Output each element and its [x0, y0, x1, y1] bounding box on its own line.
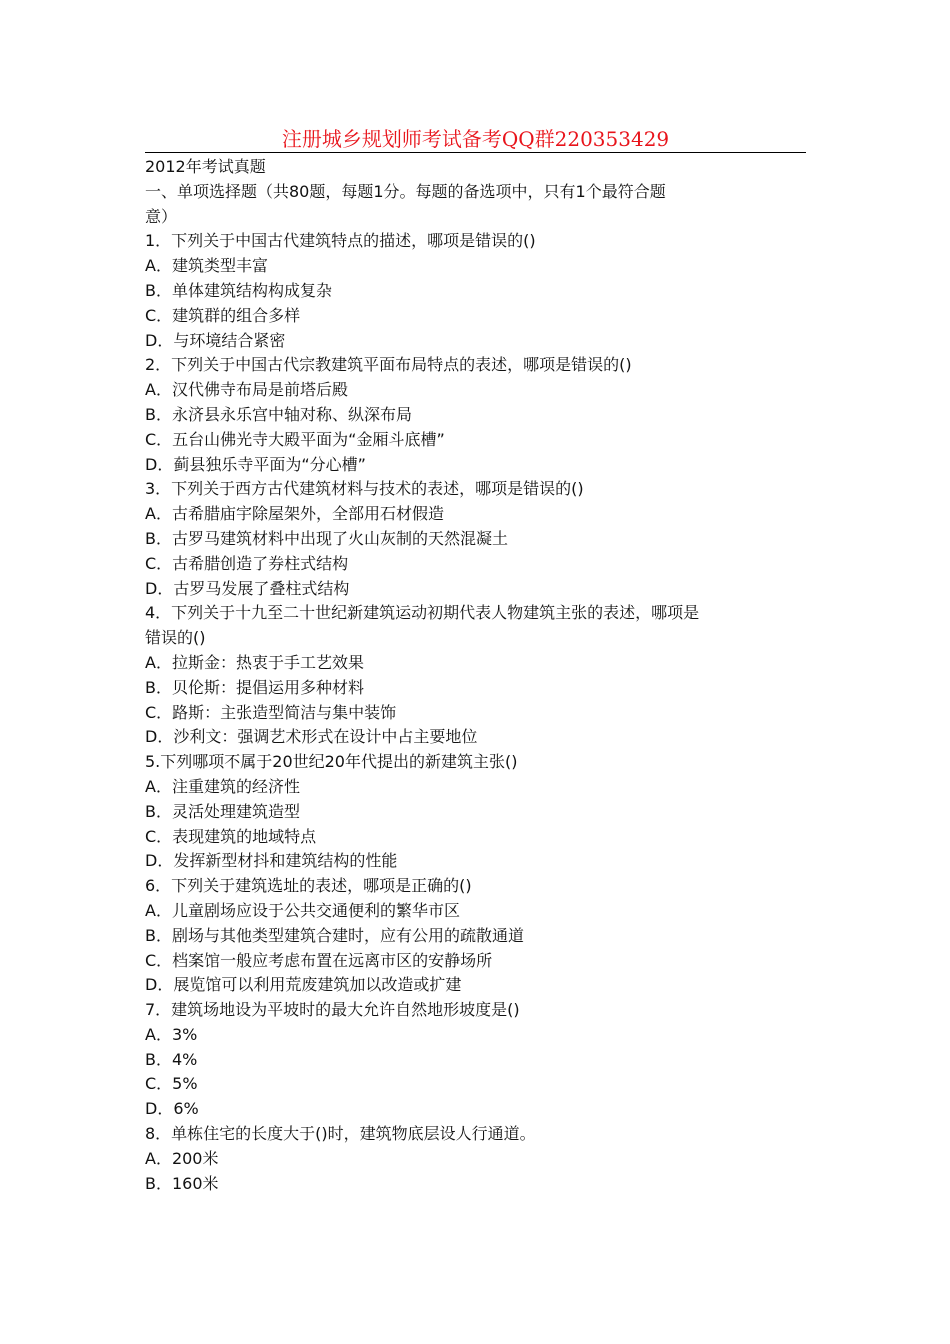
answer-option: C．档案馆一般应考虑布置在远离市区的安静场所: [145, 950, 493, 970]
answer-option: B．剧场与其他类型建筑合建时，应有公用的疏散通道: [145, 925, 524, 945]
section-heading-line: 一、单项选择题（共80题，每题1分。每题的备选项中，只有1个最符合题: [145, 181, 666, 201]
question-stem: 6．下列关于建筑选址的表述，哪项是正确的(): [145, 876, 472, 896]
question-stem: 8．单栋住宅的长度大于()时，建筑物底层设人行通道。: [145, 1124, 536, 1144]
answer-option: D．6%: [145, 1099, 199, 1119]
header-divider: [145, 152, 806, 153]
page-header-title: 注册城乡规划师考试备考QQ群220353429: [281, 127, 670, 151]
answer-option: D．展览馆可以利用荒废建筑加以改造或扩建: [145, 975, 462, 995]
answer-option: A．古希腊庙宇除屋架外，全部用石材假造: [145, 504, 444, 524]
question-stem: 5.下列哪项不属于20世纪20年代提出的新建筑主张(): [145, 752, 518, 772]
answer-option: C．古希腊创造了券柱式结构: [145, 553, 349, 573]
answer-option: A．拉斯金：热衷于手工艺效果: [145, 652, 364, 672]
answer-option: D．古罗马发展了叠柱式结构: [145, 578, 350, 598]
answer-option: A．200米: [145, 1148, 219, 1168]
question-8: [145, 1122, 806, 1196]
question-stem: 2．下列关于中国古代宗教建筑平面布局特点的表述，哪项是错误的(): [145, 355, 632, 375]
question-1: [145, 229, 806, 353]
answer-option: A．建筑类型丰富: [145, 256, 268, 276]
answer-option: B．160米: [145, 1173, 219, 1193]
answer-option: C．5%: [145, 1074, 198, 1094]
answer-option: C．建筑群的组合多样: [145, 305, 301, 325]
section-heading-line: 意）: [145, 206, 178, 226]
question-5: [145, 750, 806, 874]
answer-option: A．儿童剧场应设于公共交通便利的繁华市区: [145, 900, 460, 920]
question-3: [145, 477, 806, 601]
question-stem: 3．下列关于西方古代建筑材料与技术的表述，哪项是错误的(): [145, 479, 584, 499]
question-stem: 错误的(): [145, 628, 206, 648]
question-stem: 7．建筑场地设为平坡时的最大允许自然地形坡度是(): [145, 1000, 520, 1020]
answer-option: A．3%: [145, 1024, 198, 1044]
answer-option: B．单体建筑结构构成复杂: [145, 280, 332, 300]
question-2: [145, 353, 806, 477]
answer-option: A．汉代佛寺布局是前塔后殿: [145, 380, 348, 400]
answer-option: D．蓟县独乐寺平面为“分心槽”: [145, 454, 366, 474]
answer-option: D．与环境结合紧密: [145, 330, 286, 350]
question-stem: 1．下列关于中国古代建筑特点的描述，哪项是错误的(): [145, 231, 536, 251]
document-subtitle: 2012年考试真题: [145, 157, 266, 176]
answer-option: B．贝伦斯：提倡运用多种材料: [145, 677, 364, 697]
answer-option: D．发挥新型材抖和建筑结构的性能: [145, 851, 398, 871]
answer-option: B．古罗马建筑材料中出现了火山灰制的天然混凝土: [145, 528, 508, 548]
question-stem: 4．下列关于十九至二十世纪新建筑运动初期代表人物建筑主张的表述，哪项是: [145, 603, 700, 623]
answer-option: D．沙利文：强调艺术形式在设计中占主要地位: [145, 727, 478, 747]
answer-option: B．4%: [145, 1049, 198, 1069]
question-4: [145, 601, 806, 750]
answer-option: C．表现建筑的地域特点: [145, 826, 317, 846]
question-7: [145, 998, 806, 1122]
document-body: [145, 155, 806, 1196]
answer-option: C．五台山佛光寺大殿平面为“金厢斗底槽”: [145, 429, 445, 449]
question-6: [145, 874, 806, 998]
answer-option: A．注重建筑的经济性: [145, 776, 300, 796]
answer-option: B．灵活处理建筑造型: [145, 801, 300, 821]
answer-option: B．永济县永乐宫中轴对称、纵深布局: [145, 404, 412, 424]
answer-option: C．路斯：主张造型简洁与集中装饰: [145, 702, 397, 722]
